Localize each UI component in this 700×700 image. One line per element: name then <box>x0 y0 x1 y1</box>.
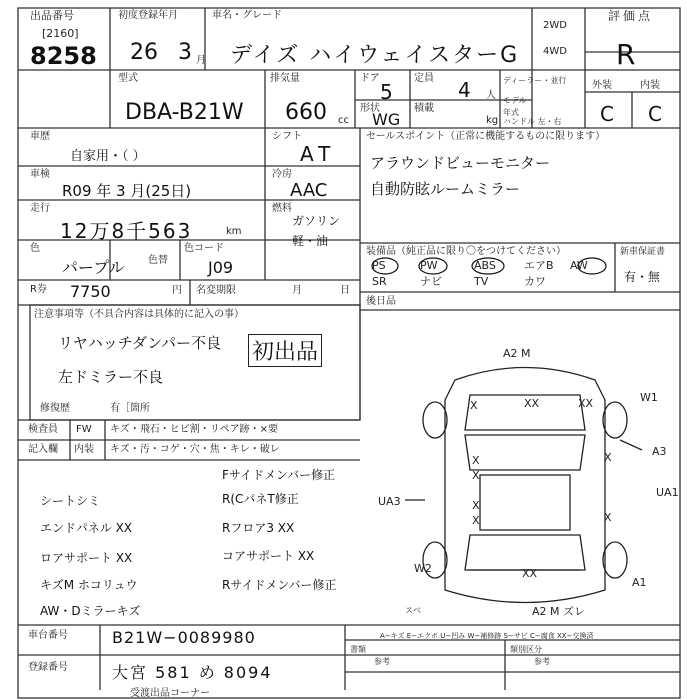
repair-value: 有［箇所 <box>110 403 150 414</box>
cross-6: X <box>472 499 480 512</box>
cross-1: XX <box>524 397 540 410</box>
chassis-value: B21W−0089980 <box>112 628 256 647</box>
equipment-item-row2-2: TV <box>474 275 489 288</box>
cargo-unit: kg <box>486 115 499 126</box>
mileage-label: 走行 <box>30 203 50 214</box>
chassis-label: 車台番号 <box>28 630 68 641</box>
cross-2: XX <box>578 397 594 410</box>
notes-line-2: 左ドミラー不良 <box>58 368 164 386</box>
note-10: AW・Dミラーキズ <box>40 604 141 618</box>
fw-items: キズ・飛石・ヒビ割・リペア跡・×要 <box>110 424 278 435</box>
dealer-class-label: 類別区分 <box>510 645 542 654</box>
mark-a3: A3 <box>652 445 667 458</box>
fuel-label: 燃料 <box>272 203 292 214</box>
first-reg-year: 26 <box>130 40 158 65</box>
mark-sube: スベ <box>405 606 421 615</box>
note-5: Rフロア3 XX <box>222 521 295 535</box>
wheel-fr <box>603 402 627 438</box>
note-9: Rサイドメンバー修正 <box>222 578 337 592</box>
displacement-unit: cc <box>338 115 349 126</box>
inspection-label: 車検 <box>30 169 50 180</box>
wheel-fl <box>423 402 447 438</box>
drive-4wd: 4WD <box>543 46 567 57</box>
seating-label: 定員 <box>414 73 434 84</box>
displacement-value: 660 <box>285 100 327 125</box>
color-code-value: J09 <box>208 258 234 277</box>
windshield <box>465 435 585 470</box>
note-1: Fサイドメンバー修正 <box>222 468 336 482</box>
mileage-value: 12万8千563 <box>60 219 193 243</box>
interior-label: 内装 <box>640 80 660 91</box>
sales-label: セールスポイント（正常に機能するものに限ります） <box>366 131 606 142</box>
diagram-legend: A−キズ E−エクボ U−凹み W−補修跡 S−サビ C−腐食 XX−交換済 <box>380 632 594 640</box>
equipment-item-row1-0: PS <box>372 259 386 272</box>
circle-abs <box>472 258 504 274</box>
note-7: コアサポート XX <box>222 549 315 563</box>
drive-2wd: 2WD <box>543 20 567 31</box>
circle-aw <box>578 258 606 274</box>
history-value: 自家用・（ ） <box>70 149 146 164</box>
lot-label: 出品番号 <box>30 9 74 22</box>
mark-ua1: UA1 <box>656 486 679 499</box>
sales-line1: アラウンドビューモニター <box>370 154 551 172</box>
mileage-unit: km <box>226 226 242 237</box>
inspector-label: 検査員 <box>28 424 58 435</box>
car-name: デイズ ハイウェイスターG <box>230 43 520 68</box>
first-reg-month: 3 <box>178 40 192 65</box>
equipment-item-row1-4: AW <box>570 259 588 272</box>
warranty-label: 新車保証書 <box>620 247 666 257</box>
lot-sub: [2160] <box>42 27 79 40</box>
mark-w1: W1 <box>640 391 658 404</box>
equipment-item-row1-2: ABS <box>474 259 496 272</box>
model-label: 型式 <box>118 73 138 84</box>
seating-value: 4 <box>458 78 471 102</box>
equipment-circles <box>360 256 610 276</box>
cross-8: X <box>604 451 612 464</box>
equipment-label: 装備品（純正品に限り〇をつけてください） <box>366 246 566 257</box>
door-label: ドア <box>360 73 380 84</box>
displacement-label: 排気量 <box>270 73 300 84</box>
warranty-value: 有・無 <box>624 270 661 284</box>
equipment-item-row1-1: PW <box>420 259 438 272</box>
mark-a2m-top: A2 M <box>503 347 531 360</box>
lot-number: 8258 <box>30 42 97 70</box>
shift-label: シフト <box>272 131 302 142</box>
shift-value: AT <box>300 142 337 166</box>
cross-5: X <box>472 469 480 482</box>
grade-value: R <box>616 38 636 71</box>
interior-items: キズ・汚・コゲ・穴・焦・キレ・破レ <box>110 444 280 455</box>
cross-7: X <box>472 514 480 527</box>
roof <box>480 475 570 530</box>
first-reg-month-unit: 月 <box>196 55 206 66</box>
note-8: キズM ホコリュウ <box>40 578 138 592</box>
sales-line2: 自動防眩ルームミラー <box>370 180 521 198</box>
shape-value: WG <box>372 110 401 129</box>
dealer-label: ディーラー・並行 <box>503 76 567 85</box>
name-change-month: 月 <box>292 285 302 296</box>
mark-a1: A1 <box>632 576 647 589</box>
doc-label: 書類 <box>350 645 366 654</box>
reg-label: 登録番号 <box>28 662 68 673</box>
color-label: 色 <box>30 243 40 254</box>
circle-pw <box>419 258 447 274</box>
fuel-value-1: ガソリン <box>292 214 341 228</box>
dealer-class-sub: 参考 <box>534 657 550 666</box>
rear-glass <box>465 535 585 570</box>
door-value: 5 <box>380 80 393 104</box>
circle-ps <box>372 258 398 274</box>
writer-label: 記入欄 <box>28 444 58 455</box>
cross-4: X <box>472 454 480 467</box>
handle-label: ハンドル 左・右 <box>503 117 562 126</box>
recycle-label: R券 <box>30 284 47 295</box>
model-value: DBA-B21W <box>125 100 244 125</box>
recycle-value: 7750 <box>70 282 111 301</box>
mark-w2: W2 <box>414 562 432 575</box>
cross-3: X <box>470 399 478 412</box>
fw-label: FW <box>76 424 92 435</box>
name-change-label: 名変期限 <box>196 285 236 296</box>
color-change-label: 色替 <box>148 255 168 266</box>
model-year-label: モデル年式 <box>503 96 527 117</box>
wheel-rr <box>603 542 627 578</box>
mark-ua3: UA3 <box>378 495 401 508</box>
note-6: ロアサポート XX <box>40 551 133 565</box>
note-3: シートシミ <box>40 494 101 508</box>
car-diagram <box>380 340 670 630</box>
cross-9: X <box>604 511 612 524</box>
equipment-item-row2-3: カワ <box>524 275 546 288</box>
seating-unit: 人 <box>486 90 496 101</box>
equipment-item-row2-0: SR <box>372 275 387 288</box>
interior-row-label: 内装 <box>74 444 94 455</box>
accessories-label: 後日品 <box>366 296 396 307</box>
color-code-label: 色コード <box>184 243 224 254</box>
cargo-label: 積載 <box>414 103 434 114</box>
notes-label: 注意事項等（不具合内容は具体的に記入の事） <box>34 309 244 320</box>
note-2: R(CパネT修正 <box>222 492 299 506</box>
fuel-value-2: 軽・油 <box>292 234 329 248</box>
doc-sub: 参考 <box>374 657 390 666</box>
reg-value: 大宮 581 め 8094 <box>112 663 273 682</box>
mark-a2m-bottom: A2 M ズレ <box>532 605 586 618</box>
interior-value: C <box>648 102 662 126</box>
equipment-item-row1-3: エアB <box>524 259 554 272</box>
first-listing-stamp: 初出品 <box>248 334 322 367</box>
name-label: 車名・グレード <box>212 10 282 21</box>
grade-label: 評価点 <box>608 9 654 23</box>
note-4: エンドパネル XX <box>40 521 133 535</box>
exterior-value: C <box>600 102 614 126</box>
repair-label: 修復歴 <box>40 403 70 414</box>
equipment-item-row2-1: ナビ <box>420 275 442 288</box>
notes-line-1: リヤハッチダンパー不良 <box>58 334 222 352</box>
first-reg-label: 初度登録年月 <box>118 10 178 21</box>
color-value: パープル <box>62 258 125 277</box>
inspection-value: R09 年 3 月(25日) <box>62 182 192 200</box>
history-label: 車歴 <box>30 131 50 142</box>
recycle-unit: 円 <box>172 285 182 296</box>
ac-value: AAC <box>290 180 328 201</box>
bottom-label: 受渡出品コーナー <box>130 688 210 699</box>
shape-label: 形状 <box>360 103 380 114</box>
ac-label: 冷房 <box>272 169 292 180</box>
exterior-label: 外装 <box>592 80 612 91</box>
cross-10: XX <box>522 567 538 580</box>
name-change-day: 日 <box>340 285 350 296</box>
